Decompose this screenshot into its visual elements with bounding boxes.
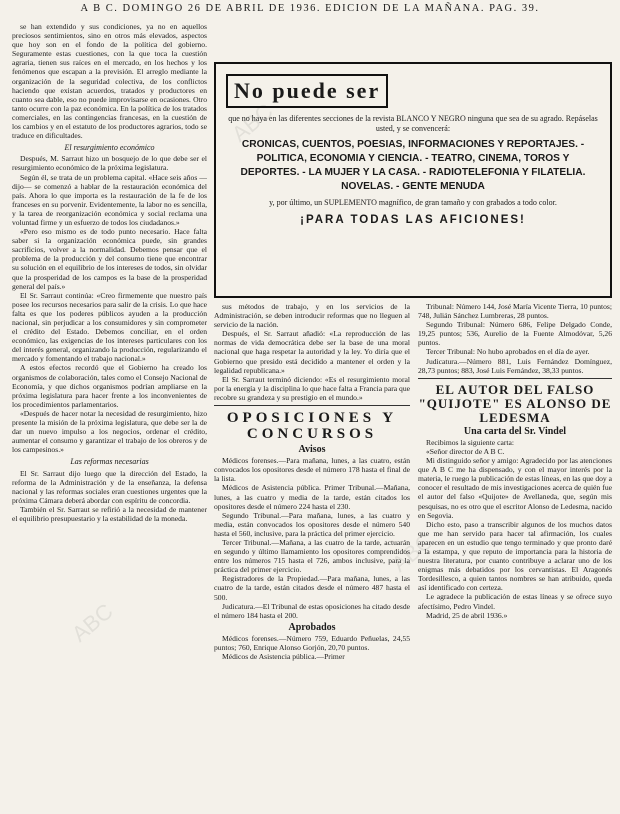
middle-column [214, 302, 410, 808]
paragraph: Tribunal: Número 144, José María Vicente Tierra, 10 puntos; 748, Julián Sánchez Lumbreras, 28 puntos. [418, 302, 612, 321]
divider [214, 405, 410, 406]
advert-outro: y, por último, un SUPLEMENTO magnífico, de gran tamaño y con grabados a todo color. [269, 198, 557, 207]
paragraph: Dicho esto, paso a transcribir algunos de los muchos datos que me han servido para hacer tal afirmación, los cuales aparecen en un estudio que tengo terminado y que pronto daré a la estampa, y que reputo de importancia para la historia de nuestra literatura, por cuanto contribuye a aclarar uno de los enigmas más debatidos por los cervantistas. El Aragonés Tordesillesco, a quien tantos nombres se han atribuido, queda así identificado con certeza. [418, 519, 612, 593]
paragraph: Segundo Tribunal.—Para mañana, lunes, a las cuatro y media, están convocados los opositores desde el número 540 hasta el 560, inclusive, para la práctica del primer ejercicio. [214, 510, 410, 538]
paragraph: El Sr. Sarraut dijo luego que la dirección del Estado, la reforma de la Administración y de la enseñanza, la defensa nacional y las reformas sociales eran cuestiones urgentes que la próxima Cámara deberá abordar con espíritu de concordia. [12, 468, 207, 505]
section-heading: OPOSICIONES Y CONCURSOS [226, 410, 398, 443]
paragraph: Médicos forenses.—Para mañana, lunes, a las cuatro, están convocados los opositores desde el número 178 hasta el final de la lista. [214, 456, 410, 484]
paragraph: sus métodos de trabajo, y en los servicios de la Administración, se deben introducir reformas que no lleguen al servicio de la nación. [214, 302, 410, 330]
paragraph: Médicos de Asistencia pública.—Primer [222, 652, 345, 662]
paragraph: Segundo Tribunal: Número 686, Felipe Delgado Conde, 19,25 puntos; 536, Aurelio de la Fuente Almodóvar, 5,26 puntos. [418, 320, 612, 348]
paragraph: Después, el Sr. Sarraut añadió: «La reproducción de las normas de vida democrática debe ser la base de una moral nacional que haga respetar la autoridad y la ley. Yo diría que el Gobierno que presido está decidido a mantener el orden y la legalidad republicana.» [214, 329, 410, 375]
subheading: Las reformas necesarias [70, 457, 149, 467]
advert-box [214, 62, 612, 298]
watermark: ABC [226, 98, 278, 147]
divider [418, 378, 612, 379]
paragraph: «Después de hacer notar la necesidad de resurgimiento, hizo presente la misión de la próxima legislatura, que debe ser la de dar un nuevo impulso a los negocios, ordenar el crédito, aumentar el consumo y garantizar el trabajo de los obreros y de los campesinos.» [12, 408, 207, 455]
paragraph: Después, M. Sarraut hizo un bosquejo de lo que debe ser el resurgimiento económico de la próxima legislatura. [12, 154, 207, 173]
watermark: ABC [386, 528, 438, 577]
paragraph: se han extendido y sus condiciones, ya no en aquellos preciosos sentimientos, sino en otros más elevados, aspectos que hoy son en el fondo de la política del gobierno. Seguramente estas cuestiones, con la que toca la cuestión agraria, tienen sus raíces en el mercado, en los hechos y los fenómenos que escapan a la previsión. El arreglo mediante la organización de la seguridad colectiva, de los conflictos haciendo que existan acuerdos, tratados y productores en cuanto sea dable, eso no puede improvisarse en ocasiones. Otro tanto ocurre con la paz económica. En la política de los tratados comerciales, en las contingencias francesas, en la cuestión de los cambios y en el estatuto de los productores agrarios, todo se traduce en dificultades. [12, 22, 207, 141]
subheading: Aprobados [288, 621, 336, 633]
paragraph: Registradores de la Propiedad.—Para mañana, lunes, a las cuatro de la tarde, están citados desde el número 487 hasta el 500. [214, 574, 410, 602]
left-column [12, 22, 207, 808]
article-subheadline: Una carta del Sr. Vindel [463, 425, 567, 437]
paragraph: Médicos de Asistencia pública. Primer Tribunal.—Mañana, lunes, a las cuatro y media de la tarde, están citados los opositores desde el número 224 hasta el 230. [214, 483, 410, 511]
paragraph: A estos efectos recordó que el Gobierno ha creado los organismos de colaboración, tales como el Consejo Nacional de Economía, y que dichos organismos podrían ampliarse en la próxima legislatura para hacer frente a los inconvenientes de los procedimientos parlamentarios. [12, 363, 207, 409]
paragraph: Según él, se trata de un problema capital. «Hace seis años —dijo— se comenzó a hablar de la restauración económica del país. Ahora lo que importa es la restauración de la fe de los franceses en su porvenir. Evidentemente, la labor no es sencilla, y la tarea de reorganización económica y social reclama una voluntad firme y un esfuerzo de todos los ciudadanos.» [12, 172, 207, 227]
subheading: Avisos [298, 444, 326, 456]
paragraph: Judicatura.—El Tribunal de estas oposiciones ha citado desde el número 184 hasta el 200. [214, 601, 410, 620]
article-headline: EL AUTOR DEL FALSO "QUIJOTE" ES ALONSO DE LEDESMA [418, 381, 612, 425]
paragraph: Mi distinguido señor y amigo: Agradecido por las atenciones que A B C me ha dispensado, y con el mayor interés por la materia, le ruego la publicación de estas líneas, en las que doy a conocer el resultado de mis investigaciones acerca de quién fue el autor del falso «Quijote» de Avellaneda, que, según mis pesquisas, no es otro que el escritor Alonso de Ledesma, nacido en Segovia. [418, 456, 612, 520]
paragraph: Recibimos la siguiente carta: [426, 437, 514, 447]
subheading: El resurgimiento económico [64, 143, 155, 153]
paragraph: «Pero eso mismo es de todo punto necesario. Hace falta saber si la organización económica puede, sin grandes sacrificios, volver a la normalidad. Debemos pensar que el problema de la producción y del consumo tiene que encontrar su solución en el equilibrio de los intereses de todos, sin olvidar que la prosperidad de los campos es la base de la prosperidad general del país.» [12, 227, 207, 291]
watermark: ABC [66, 598, 118, 647]
paragraph: Tercer Tribunal.—Mañana, a las cuatro de la tarde, actuarán en segundo y último llamamiento los opositores comprendidos entre los números 715 hasta el 726, ambos inclusive, para la práctica del primer ejercicio. [214, 537, 410, 575]
paragraph: Le agradece la publicación de estas líneas y se ofrece suyo afectísimo, Pedro Vindel. [418, 592, 612, 611]
page-header: A B C. DOMINGO 26 DE ABRIL DE 1936. EDICION DE LA MAÑANA. PAG. 39. [80, 3, 540, 14]
paragraph: Médicos forenses.—Número 759, Eduardo Peñuelas, 24,55 puntos; 760, Enrique Alonso Gorjón, 20,70 puntos. [214, 633, 410, 652]
paragraph: Madrid, 25 de abril 1936.» [426, 610, 508, 620]
advert-title: No puede ser [226, 74, 388, 108]
paragraph: Tercer Tribunal: No hubo aprobados en el día de ayer. [426, 347, 590, 357]
paragraph: El Sr. Sarraut terminó diciendo: «Es el resurgimiento moral por la energía y la disciplina lo que hace falta a Francia para que recobre su grandeza y su prestigio en el mundo.» [214, 374, 410, 402]
paragraph: Judicatura.—Número 881, Luis Fernández Domínguez, 28,73 puntos; 883, José Luis Fernández, 38,33 puntos. [418, 356, 612, 375]
paragraph: El Sr. Sarraut continúa: «Creo firmemente que nuestro país posee los recursos necesarios para salir de la crisis. Lo que hace falta es que los poderes públicos ayuden a la producción nacional, sin perjudicar a los consumidores y sin comprometer el crédito del Estado. Debemos conciliar, en el orden económico, las exigencias de los intereses particulares con los del interés general, organizando la producción, regularizando el mercado y fomentando el trabajo nacional.» [12, 290, 207, 364]
advert-sections: CRONICAS, CUENTOS, POESIAS, INFORMACIONES Y REPORTAJES. - POLITICA, ECONOMIA Y CIENCIA. - TEATRO, CINEMA, TOROS Y DEPORTES. - LA MUJER Y LA CASA. - RADIOTELEFONIA Y FILATELIA. NOVELAS. - GENTE MENUDA [240, 139, 586, 192]
advert-intro: que no haya en las diferentes secciones de la revista BLANCO Y NEGRO ninguna que sea de su agrado. Repáselas usted, y se convencerá: [228, 114, 598, 133]
advert-slogan: ¡PARA TODAS LAS AFICIONES! [300, 214, 526, 226]
paragraph: «Señor director de A B C. [426, 446, 505, 456]
paragraph: También el Sr. Sarraut se refirió a la necesidad de mantener el equilibrio presupuestario y la estabilidad de la moneda. [12, 504, 207, 523]
right-column [418, 302, 612, 808]
